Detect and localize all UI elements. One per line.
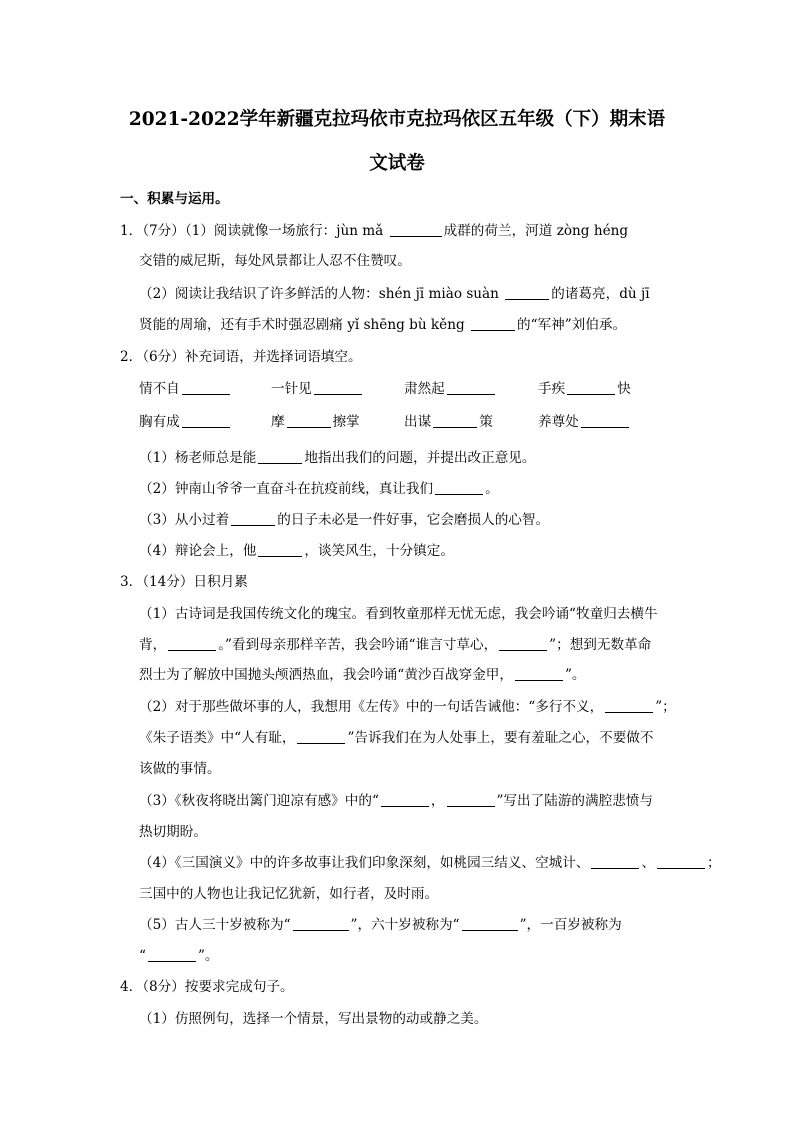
answer-blank[interactable] bbox=[381, 793, 429, 807]
answer-blank[interactable] bbox=[471, 317, 515, 331]
q2-sentence-2: （2）钟南山爷爷一直奋斗在抗疫前线，真让我们 。 bbox=[139, 481, 499, 497]
idiom-item: 出谋 策 bbox=[404, 414, 493, 430]
answer-blank[interactable] bbox=[505, 286, 549, 300]
answer-blank[interactable] bbox=[297, 730, 345, 744]
q1-line3 bbox=[139, 282, 650, 302]
idiom-item: 摩 擦掌 bbox=[271, 414, 360, 430]
answer-blank[interactable] bbox=[499, 637, 547, 651]
q3-p2-line1: （2）对于那些做坏事的人，我想用《左传》中的一句话告诫他：“多行不义， ”； bbox=[139, 699, 676, 715]
answer-blank[interactable] bbox=[591, 855, 639, 869]
q3-p3-line1: （3）《秋夜将晓出篱门迎凉有感》中的“ ， ”写出了陆游的满腔悲愤与 bbox=[139, 793, 653, 809]
idiom-item: 胸有成 bbox=[139, 410, 232, 430]
q2-sentence-1: （1）杨老师总是能 地指出我们的问题，并提出改正意见。 bbox=[139, 450, 536, 466]
idiom-item: 肃然起 bbox=[404, 377, 497, 397]
answer-blank[interactable] bbox=[148, 948, 196, 962]
q2-sentence-4: （4）辩论会上，他 ，谈笑风生，十分镇定。 bbox=[139, 543, 454, 559]
answer-blank[interactable] bbox=[168, 637, 216, 651]
idiom-item: 养尊处 bbox=[538, 410, 631, 430]
q3-p4-line2: 三国中的人物也让我记忆犹新，如行者，及时雨。 bbox=[139, 886, 439, 902]
q1-line2: 交错的威尼斯，每处风景都让人忍不住赞叹。 bbox=[139, 253, 411, 269]
exam-title-line2: 文试卷 bbox=[369, 153, 425, 174]
answer-blank[interactable] bbox=[462, 917, 518, 931]
answer-blank[interactable] bbox=[293, 917, 349, 931]
idiom-item: 一针见 bbox=[271, 377, 364, 397]
q3-p4-line1: （4）《三国演义》中的许多故事让我们印象深刻，如桃园三结义、空城计、 、 ； bbox=[139, 855, 721, 871]
q3-p3-line2: 热切期盼。 bbox=[139, 824, 207, 840]
answer-blank[interactable] bbox=[258, 450, 302, 464]
q3-p2-line3: 该做的事情。 bbox=[139, 761, 221, 777]
q4-part1: （1）仿照例句，选择一个情景，写出景物的动或静之美。 bbox=[139, 1011, 488, 1027]
q2-sentence-3: （3）从小过着 的日子未必是一件好事，它会磨损人的心智。 bbox=[139, 512, 550, 528]
answer-blank[interactable] bbox=[515, 667, 563, 681]
answer-blank[interactable] bbox=[657, 855, 705, 869]
answer-blank[interactable] bbox=[182, 381, 230, 395]
answer-blank[interactable] bbox=[182, 414, 230, 428]
q3-p2-line2: 《朱子语类》中“人有耻， ”告诉我们在为人处事上，要有羞耻之心，不要做不 bbox=[139, 730, 654, 746]
q2-heading: 2．（6分）补充词语，并选择词语填空。 bbox=[120, 349, 362, 365]
answer-blank[interactable] bbox=[447, 381, 495, 395]
q1-line3-text-a: （2）阅读让我结识了许多鲜活的人物：shén jī miào suàn bbox=[139, 286, 499, 302]
answer-blank[interactable] bbox=[447, 793, 495, 807]
q1-line4 bbox=[139, 313, 626, 333]
q1-line1-text-a: 1．（7分）（1）阅读就像一场旅行：jùn mǎ bbox=[120, 223, 384, 239]
idiom-item: 情不自 bbox=[139, 377, 232, 397]
answer-blank[interactable] bbox=[287, 414, 331, 428]
answer-blank[interactable] bbox=[581, 414, 629, 428]
answer-blank[interactable] bbox=[390, 223, 442, 237]
answer-blank[interactable] bbox=[258, 543, 302, 557]
q4-heading: 4．（8分）按要求完成句子。 bbox=[120, 979, 294, 995]
q3-p1-line2: 背， 。”看到母亲那样辛苦，我会吟诵“谁言寸草心， ”；想到无数革命 bbox=[139, 637, 652, 653]
answer-blank[interactable] bbox=[314, 381, 362, 395]
answer-blank[interactable] bbox=[231, 512, 275, 526]
answer-blank[interactable] bbox=[433, 414, 477, 428]
q3-p5-line2: “ ”。 bbox=[139, 948, 219, 964]
q2-word-row-1 bbox=[0, 377, 794, 397]
idiom-item: 手疾 快 bbox=[538, 381, 631, 397]
section-heading: 一、积累与运用。 bbox=[120, 191, 229, 207]
q3-p1-line3: 烈士为了解放中国抛头颅洒热血，我会吟诵“黄沙百战穿金甲， ”。 bbox=[139, 667, 586, 683]
q1-line4-text-b: 的“军神”刘伯承。 bbox=[516, 317, 627, 333]
q3-heading: 3．（14分）日积月累 bbox=[120, 574, 248, 590]
q3-p5-line1: （5）古人三十岁被称为“ ”，六十岁被称为“ ”，一百岁被称为 bbox=[139, 917, 622, 933]
answer-blank[interactable] bbox=[567, 381, 615, 395]
q1-line1-text-b: 成群的荷兰，河道 zòng héng bbox=[443, 223, 629, 239]
q1-line4-text-a: 贤能的周瑜，还有手术时强忍剧痛 yǐ shēng bù kěng bbox=[139, 317, 465, 333]
q2-word-row-2 bbox=[0, 410, 794, 430]
answer-blank[interactable] bbox=[435, 481, 483, 495]
answer-blank[interactable] bbox=[605, 699, 653, 713]
exam-title-line1: 2021-2022学年新疆克拉玛依市克拉玛依区五年级（下）期末语 bbox=[128, 109, 666, 130]
q1-line3-text-b: 的诸葛亮，dù jī bbox=[551, 286, 650, 302]
q3-p1-line1: （1）古诗词是我国传统文化的瑰宝。看到牧童那样无忧无虑，我会吟诵“牧童归去横牛 bbox=[139, 606, 658, 622]
q1-line1 bbox=[120, 219, 628, 239]
